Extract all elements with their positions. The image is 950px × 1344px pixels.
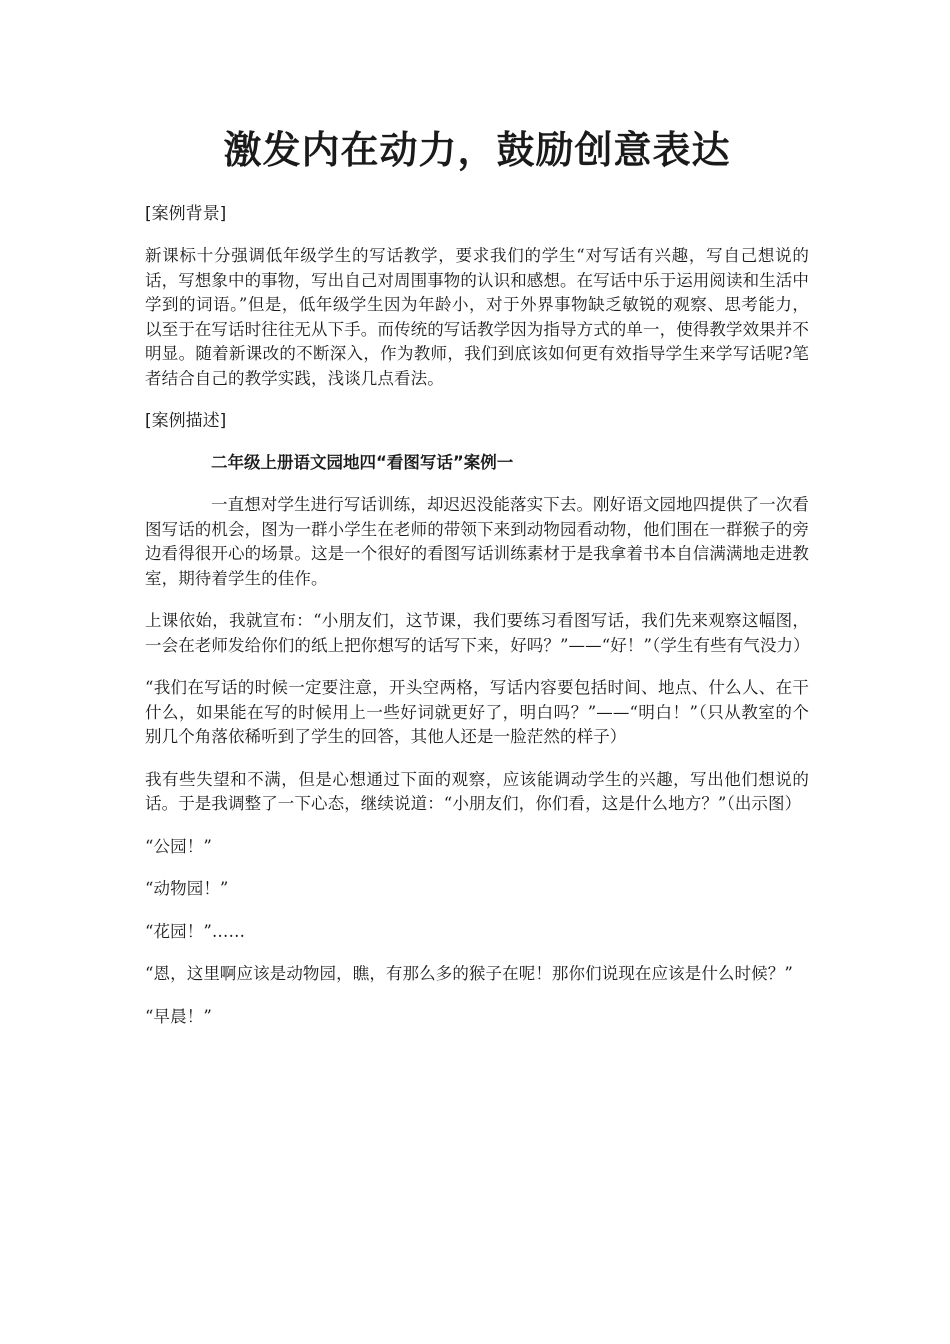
paragraph: 一直想对学生进行写话训练，却迟迟没能落实下去。刚好语文园地四提供了一次看图写话的机会，图为一群小学生在老师的带领下来到动物园看动物，他们围在一群猴子的旁边看得很开心的场景。这是一个很好的看图写话训练素材于是我拿着书本自信满满地走进教室，期待着学生的佳作。 — [145, 495, 809, 588]
section-heading-description: [案例描述] — [145, 411, 227, 431]
section-heading-background: [案例背景] — [145, 204, 227, 224]
dialogue-line: “公园！” — [145, 836, 212, 856]
dialogue-line: “早晨！” — [145, 1006, 212, 1026]
paragraph-background: 新课标十分强调低年级学生的写话教学，要求我们的学生“对写话有兴趣，写自己想说的话，写想象中的事物，写出自己对周围事物的认识和感想。在写话中乐于运用阅读和生活中学到的词语。”但是，低年级学生因为年龄小，对于外界事物缺乏敏锐的观察、思考能力，以至于在写话时往往无从下手。而传统的写话教学因为指导方式的单一，使得教学效果并不明显。随着新课改的不断深入，作为教师，我们到底该如何更有效指导学生来学写话呢?笔者结合自己的教学实践，浅谈几点看法。 — [145, 246, 809, 388]
document-page — [145, 120, 809, 1047]
case-title: 二年级上册语文园地四“看图写话”案例一 — [211, 453, 514, 472]
paragraph: “我们在写话的时候一定要注意，开头空两格，写话内容要包括时间、地点、什么人、在干什么，如果能在写的时候用上一些好词就更好了，明白吗？”——“明白！”（只从教室的个别几个角落依稀听到了学生的回答，其他人还是一脸茫然的样子） — [145, 678, 809, 746]
dialogue-line: “动物园！” — [145, 879, 229, 898]
paragraph: 我有些失望和不满，但是心想通过下面的观察，应该能调动学生的兴趣，写出他们想说的话。于是我调整了一下心态，继续说道：“小朋友们，你们看，这是什么地方？”（出示图） — [145, 769, 809, 813]
dialogue-line: “花园！”…… — [145, 921, 246, 941]
paragraph: 上课依始，我就宣布：“小朋友们，这节课，我们要练习看图写话，我们先来观察这幅图，一会在老师发给你们的纸上把你想写的话写下来，好吗？”——“好！”（学生有些有气没力） — [145, 611, 810, 655]
paragraph: “恩，这里啊应该是动物园，瞧，有那么多的猴子在呢！那你们说现在应该是什么时候？” — [145, 964, 793, 983]
document-title: 激发内在动力，鼓励创意表达 — [223, 128, 731, 172]
